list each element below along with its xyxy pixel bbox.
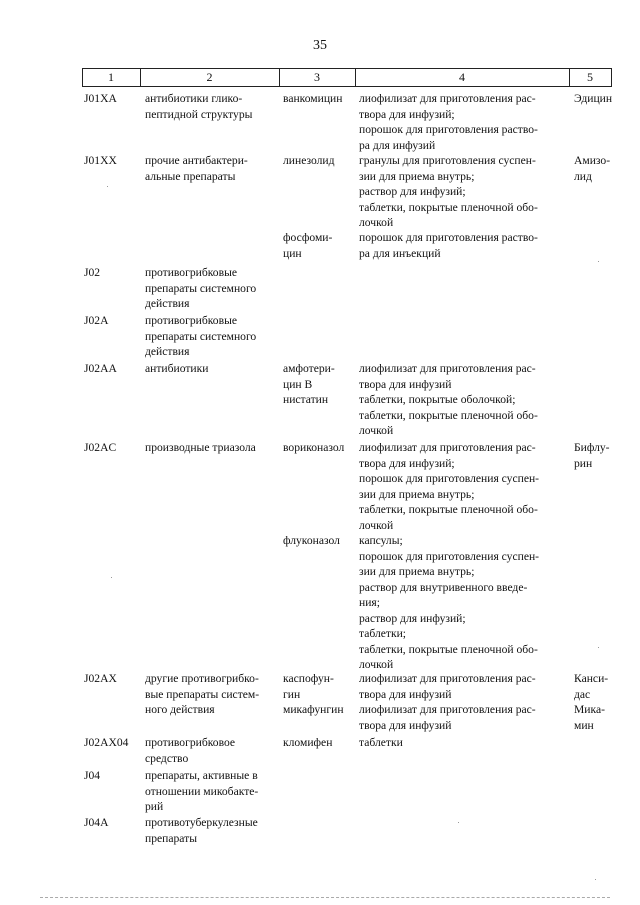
trade-name-line: мин <box>574 718 594 732</box>
trade-name-line: Мика- <box>574 703 605 716</box>
dosage-form-line: таблетки, покрытые оболочкой; <box>359 393 516 406</box>
column-header-2: 2 <box>206 70 213 84</box>
dosage-form-line: зии для приема внутрь; <box>359 565 475 578</box>
dosage-form-line: порошок для приготовления раство- <box>359 231 538 244</box>
dosage-form-line: ра для инъекций <box>359 246 441 260</box>
row-code: J02AX <box>84 672 117 685</box>
header-bottom-border <box>82 86 612 87</box>
group-name-line: препараты, активные в <box>145 769 258 782</box>
dosage-form-line: лиофилизат для приготовления рас- <box>359 92 536 105</box>
drug-name-line: цин <box>283 246 302 260</box>
group-name-line: действия <box>145 345 190 358</box>
dosage-form-line: таблетки, покрытые пленочной обо- <box>359 408 538 422</box>
dosage-form-line: лочкой <box>359 518 394 532</box>
column-header-1: 1 <box>108 70 114 84</box>
scan-speck <box>595 879 596 880</box>
scan-speck <box>111 577 112 578</box>
drug-name-line: флуконазол <box>283 534 340 547</box>
dosage-form-line: лиофилизат для приготовления рас- <box>359 362 536 375</box>
trade-name-line: Эдицин <box>574 92 613 105</box>
header-divider <box>611 68 612 86</box>
scan-speck <box>107 186 108 187</box>
drug-name-line: амфотери- <box>283 362 335 375</box>
group-name-line: препараты системного <box>145 329 257 343</box>
group-name-line: отношении микобакте- <box>145 784 259 798</box>
dosage-form-line: гранулы для приготовления суспен- <box>359 154 536 167</box>
dosage-form-line: лиофилизат для приготовления рас- <box>359 703 536 716</box>
trade-name-line: дас <box>574 687 591 701</box>
dosage-form-line: зии для приема внутрь; <box>359 487 475 501</box>
dosage-form-line: твора для инфузий <box>359 718 452 732</box>
group-name-line: рий <box>145 800 164 813</box>
dosage-form-line: лочкой <box>359 658 394 671</box>
group-name-line: прочие антибактери- <box>145 154 248 167</box>
group-name-line: другие противогрибко- <box>145 672 259 685</box>
row-code: J04 <box>84 769 101 782</box>
trade-name-line: рин <box>574 456 593 470</box>
dosage-form-line: лиофилизат для приготовления рас- <box>359 672 536 685</box>
dosage-form-line: твора для инфузий; <box>359 456 455 470</box>
row-code: J02 <box>84 266 101 279</box>
group-name-line: пептидной структуры <box>145 107 253 121</box>
row-code: J02A <box>84 314 109 327</box>
group-name-line: препараты системного <box>145 281 257 295</box>
dosage-form-line: порошок для приготовления суспен- <box>359 549 540 563</box>
dosage-form-line: лочкой <box>359 216 394 229</box>
scan-speck <box>598 647 599 648</box>
drug-name-line: каспофун- <box>283 672 334 685</box>
scan-speck <box>458 822 459 823</box>
dosage-form-line: твора для инфузий <box>359 687 452 701</box>
dosage-form-line: таблетки, покрытые пленочной обо- <box>359 200 538 214</box>
group-name-line: действия <box>145 297 190 310</box>
dosage-form-line: таблетки <box>359 736 403 749</box>
row-code: J04A <box>84 816 109 829</box>
trade-name-line: Канси- <box>574 672 609 685</box>
group-name-line: антибиотики <box>145 362 209 375</box>
group-name-line: ного действия <box>145 703 215 716</box>
dosage-form-line: таблетки; <box>359 627 407 640</box>
drug-name-line: кломифен <box>283 736 333 749</box>
group-name-line: противотуберкулезные <box>145 816 258 829</box>
dosage-form-line: лиофилизат для приготовления рас- <box>359 441 536 454</box>
dosage-form-line: лочкой <box>359 424 394 437</box>
column-header-4: 4 <box>459 70 465 84</box>
group-name-line: антибиотики глико- <box>145 92 243 105</box>
trade-name-line: лид <box>574 169 592 183</box>
dosage-form-line: капсулы; <box>359 534 403 547</box>
group-name-line: противогрибковые <box>145 266 238 279</box>
group-name-line: средство <box>145 751 189 765</box>
dosage-form-line: ния; <box>359 596 380 609</box>
drug-name-line: вориконазол <box>283 441 345 454</box>
column-header-3: 3 <box>314 70 320 84</box>
group-name-line: альные препараты <box>145 169 236 183</box>
trade-name-line: Бифлу- <box>574 441 610 454</box>
page-number: 35 <box>313 38 327 53</box>
dosage-form-line: порошок для приготовления суспен- <box>359 472 540 485</box>
row-code: J01XA <box>84 92 117 105</box>
trade-name-line: Амизо- <box>574 154 611 167</box>
drug-name-line: цин В <box>283 377 313 391</box>
row-code: J02AC <box>84 441 117 454</box>
group-name-line: производные триазола <box>145 441 256 454</box>
row-code: J01XX <box>84 154 117 167</box>
dosage-form-line: зии для приема внутрь; <box>359 169 475 183</box>
drug-name-line: линезолид <box>283 154 335 167</box>
dosage-form-line: раствор для инфузий; <box>359 611 466 625</box>
group-name-line: противогрибковое <box>145 736 236 749</box>
row-code: J02AX04 <box>84 736 129 749</box>
dosage-form-line: твора для инфузий <box>359 377 452 391</box>
drug-name-line: микафунгин <box>283 703 344 716</box>
drug-name-line: фосфоми- <box>283 231 333 244</box>
group-name-line: вые препараты систем- <box>145 687 260 701</box>
scan-speck <box>598 261 599 262</box>
drug-name-line: нистатин <box>283 393 329 406</box>
drug-name-line: ванкомицин <box>283 92 343 105</box>
dosage-form-line: таблетки, покрытые пленочной обо- <box>359 642 538 656</box>
column-header-5: 5 <box>587 70 593 84</box>
group-name-line: противогрибковые <box>145 314 238 327</box>
drug-name-line: гин <box>283 687 301 701</box>
scan-bottom-edge <box>40 897 610 898</box>
group-name-line: препараты <box>145 831 197 845</box>
dosage-form-line: раствор для внутривенного введе- <box>359 580 528 594</box>
dosage-form-line: ра для инфузий <box>359 138 436 152</box>
dosage-form-line: твора для инфузий; <box>359 107 455 121</box>
dosage-form-line: таблетки, покрытые пленочной обо- <box>359 503 538 516</box>
row-code: J02AA <box>84 362 117 375</box>
dosage-form-line: раствор для инфузий; <box>359 185 466 198</box>
dosage-form-line: порошок для приготовления раство- <box>359 123 538 136</box>
